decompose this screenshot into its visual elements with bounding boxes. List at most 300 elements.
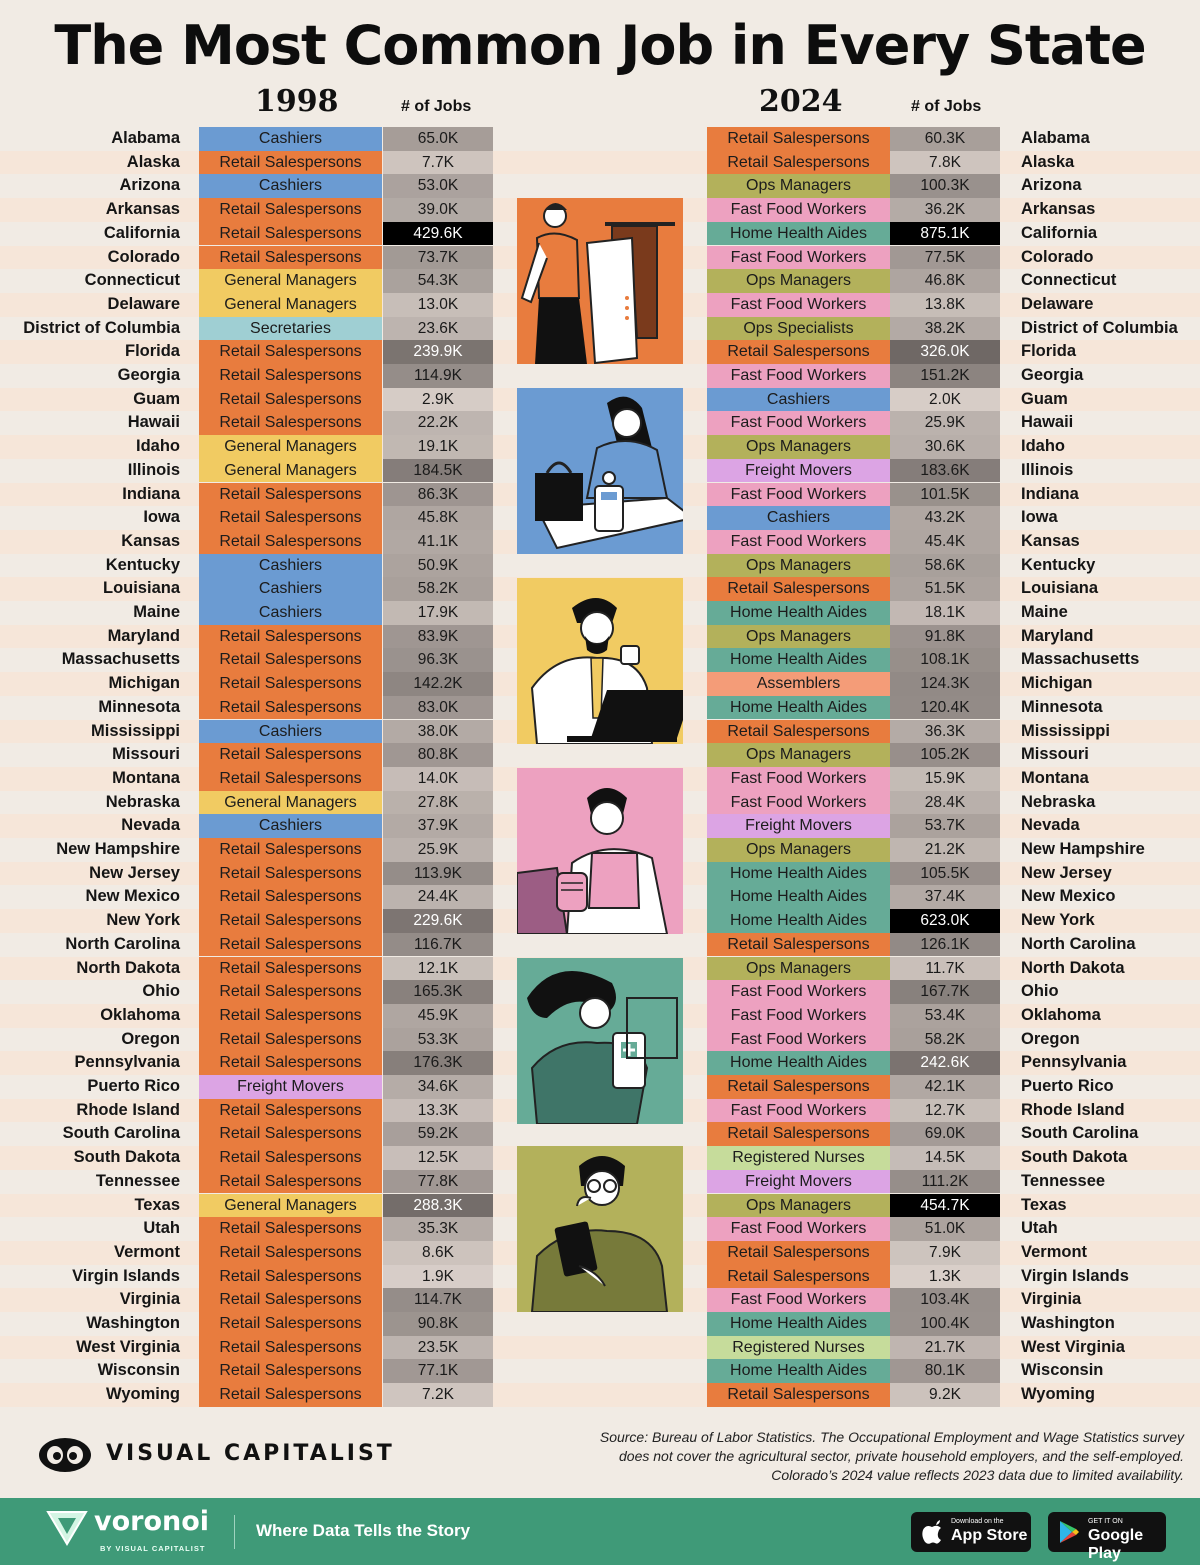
job-1998-cell: General Managers: [199, 1194, 382, 1218]
job-2024-cell: Fast Food Workers: [707, 198, 890, 222]
voronoi-brand: voronoi: [94, 1506, 210, 1537]
job-2024-cell: Cashiers: [707, 506, 890, 530]
count-1998-cell: 184.5K: [383, 459, 493, 483]
job-1998-cell: Retail Salespersons: [199, 364, 382, 388]
count-2024-cell: 101.5K: [890, 483, 1000, 507]
count-1998-cell: 80.8K: [383, 743, 493, 767]
count-1998-cell: 83.0K: [383, 696, 493, 720]
source-note-line: does not cover the agricultural sector, private household employers, and the self-employed.: [619, 1448, 1184, 1464]
state-label: New York: [1021, 911, 1095, 930]
retail-salesperson-illustration: [517, 198, 683, 364]
count-2024-cell: 7.9K: [890, 1241, 1000, 1265]
count-2024-cell: 242.6K: [890, 1051, 1000, 1075]
job-1998-cell: Retail Salespersons: [199, 530, 382, 554]
job-2024-cell: Home Health Aides: [707, 862, 890, 886]
state-label: Kentucky: [1021, 555, 1096, 574]
state-label: Arkansas: [1021, 200, 1096, 219]
state-label: Oklahoma: [1021, 1005, 1101, 1024]
count-1998-cell: 39.0K: [383, 198, 493, 222]
count-1998-cell: 17.9K: [383, 601, 493, 625]
state-label: Hawaii: [1021, 413, 1074, 432]
state-label: Vermont: [113, 1242, 180, 1261]
state-label: Maine: [133, 603, 180, 621]
job-2024-cell: Retail Salespersons: [707, 340, 890, 364]
count-1998-cell: 12.5K: [383, 1146, 493, 1170]
job-1998-cell: Retail Salespersons: [199, 340, 382, 364]
state-label: Utah: [143, 1219, 180, 1238]
count-1998-cell: 229.6K: [383, 909, 493, 933]
count-1998-cell: 114.9K: [383, 364, 493, 388]
ops-manager-illustration: [517, 1146, 683, 1312]
state-label: Nevada: [121, 816, 180, 835]
job-2024-cell: Ops Managers: [707, 957, 890, 981]
job-2024-cell: Home Health Aides: [707, 1312, 890, 1336]
job-1998-cell: General Managers: [199, 293, 382, 317]
job-1998-cell: Retail Salespersons: [199, 1122, 382, 1146]
count-2024-cell: 53.4K: [890, 1004, 1000, 1028]
state-label: Mississippi: [1021, 721, 1110, 740]
count-2024-cell: 18.1K: [890, 601, 1000, 625]
state-label: South Carolina: [1021, 1124, 1139, 1143]
count-1998-cell: 35.3K: [383, 1217, 493, 1241]
job-1998-cell: Retail Salespersons: [199, 246, 382, 270]
source-note-line: Colorado’s 2024 value reflects 2023 data due to limited availability.: [771, 1467, 1184, 1483]
state-label: Pennsylvania: [1021, 1053, 1127, 1072]
count-1998-cell: 165.3K: [383, 980, 493, 1004]
job-1998-cell: Retail Salespersons: [199, 1004, 382, 1028]
count-1998-cell: 50.9K: [383, 554, 493, 578]
count-2024-cell: 124.3K: [890, 672, 1000, 696]
job-1998-cell: Retail Salespersons: [199, 198, 382, 222]
state-label: Florida: [124, 342, 180, 361]
state-label: Guam: [1021, 389, 1068, 408]
count-2024-cell: 80.1K: [890, 1359, 1000, 1383]
job-2024-cell: Fast Food Workers: [707, 364, 890, 388]
state-label: Hawaii: [127, 413, 180, 432]
state-label: Kansas: [1021, 531, 1080, 550]
job-2024-cell: Home Health Aides: [707, 1359, 890, 1383]
state-label: Nebraska: [105, 792, 180, 811]
state-label: Connecticut: [84, 271, 180, 290]
state-label: Arizona: [1021, 176, 1082, 195]
state-label: Wisconsin: [97, 1361, 180, 1380]
job-2024-cell: Retail Salespersons: [707, 1241, 890, 1265]
state-label: Kansas: [121, 531, 180, 550]
app-store-button[interactable]: [911, 1512, 1031, 1552]
count-2024-cell: 51.5K: [890, 577, 1000, 601]
job-2024-cell: Home Health Aides: [707, 648, 890, 672]
job-1998-cell: Retail Salespersons: [199, 1383, 382, 1407]
job-2024-cell: Ops Managers: [707, 174, 890, 198]
home-health-aide-illustration: [517, 958, 683, 1124]
count-1998-cell: 14.0K: [383, 767, 493, 791]
state-label: Idaho: [136, 437, 180, 456]
state-label: Pennsylvania: [74, 1053, 180, 1072]
count-2024-cell: 51.0K: [890, 1217, 1000, 1241]
count-1998-cell: 41.1K: [383, 530, 493, 554]
count-2024-cell: 183.6K: [890, 459, 1000, 483]
state-label: Virginia: [119, 1290, 180, 1309]
state-label: Iowa: [1021, 508, 1058, 527]
state-label: Oregon: [121, 1029, 180, 1048]
count-2024-cell: 623.0K: [890, 909, 1000, 933]
job-1998-cell: Retail Salespersons: [199, 1217, 382, 1241]
page-title: The Most Common Job in Every State: [54, 14, 1146, 77]
count-1998-cell: 19.1K: [383, 435, 493, 459]
count-1998-cell: 114.7K: [383, 1288, 493, 1312]
job-2024-cell: Assemblers: [707, 672, 890, 696]
count-1998-cell: 13.0K: [383, 293, 493, 317]
apple-icon: [921, 1520, 943, 1544]
state-label: District of Columbia: [23, 318, 180, 337]
count-2024-cell: 14.5K: [890, 1146, 1000, 1170]
state-label: Kentucky: [105, 555, 180, 574]
voronoi-logo-icon: [46, 1508, 88, 1546]
count-2024-cell: 12.7K: [890, 1099, 1000, 1123]
job-2024-cell: Home Health Aides: [707, 696, 890, 720]
state-label: Maryland: [107, 626, 180, 645]
job-1998-cell: Retail Salespersons: [199, 1265, 382, 1289]
job-1998-cell: Retail Salespersons: [199, 696, 382, 720]
state-label: Minnesota: [98, 697, 180, 716]
app-store-label: App Store: [951, 1527, 1028, 1544]
count-1998-cell: 7.7K: [383, 151, 493, 175]
state-label: New Mexico: [85, 887, 180, 906]
state-label: New Jersey: [89, 863, 180, 882]
state-label: Indiana: [1021, 484, 1079, 503]
count-2024-cell: 91.8K: [890, 625, 1000, 649]
state-label: Texas: [1021, 1195, 1067, 1214]
job-1998-cell: Retail Salespersons: [199, 672, 382, 696]
state-label: Delaware: [107, 294, 180, 313]
state-label: North Carolina: [65, 934, 180, 953]
job-1998-cell: Cashiers: [199, 174, 382, 198]
job-2024-cell: Ops Specialists: [707, 317, 890, 341]
job-2024-cell: Fast Food Workers: [707, 1288, 890, 1312]
job-1998-cell: Retail Salespersons: [199, 648, 382, 672]
count-2024-cell: 100.4K: [890, 1312, 1000, 1336]
count-1998-cell: 34.6K: [383, 1075, 493, 1099]
job-1998-cell: Retail Salespersons: [199, 767, 382, 791]
state-label: West Virginia: [76, 1337, 180, 1356]
google-play-button[interactable]: [1048, 1512, 1166, 1562]
state-label: Connecticut: [1021, 271, 1117, 290]
voronoi-subtitle: BY VISUAL CAPITALIST: [100, 1544, 206, 1553]
state-label: Missouri: [1021, 745, 1089, 764]
count-1998-cell: 113.9K: [383, 862, 493, 886]
job-1998-cell: Retail Salespersons: [199, 743, 382, 767]
job-2024-cell: Registered Nurses: [707, 1146, 890, 1170]
state-label: West Virginia: [1021, 1337, 1125, 1356]
google-play-label: Google Play: [1088, 1527, 1144, 1562]
count-1998-cell: 65.0K: [383, 127, 493, 151]
state-label: New Hampshire: [1021, 840, 1145, 858]
state-label: Virgin Islands: [1021, 1266, 1129, 1285]
count-1998-cell: 1.9K: [383, 1265, 493, 1289]
state-label: Florida: [1021, 342, 1077, 361]
job-2024-cell: Home Health Aides: [707, 885, 890, 909]
state-label: North Dakota: [76, 958, 180, 977]
job-1998-cell: Retail Salespersons: [199, 1359, 382, 1383]
count-2024-cell: 103.4K: [890, 1288, 1000, 1312]
count-2024-cell: 7.8K: [890, 151, 1000, 175]
state-label: Massachusetts: [1021, 650, 1140, 669]
manager-illustration: [517, 578, 683, 744]
job-2024-cell: Fast Food Workers: [707, 483, 890, 507]
divider: [234, 1515, 235, 1549]
state-label: Alabama: [1021, 129, 1090, 147]
count-2024-cell: 21.7K: [890, 1336, 1000, 1360]
state-label: Minnesota: [1021, 697, 1103, 716]
state-label: Alaska: [1021, 152, 1075, 171]
count-2024-cell: 105.2K: [890, 743, 1000, 767]
state-label: Maine: [1021, 603, 1068, 621]
state-label: South Carolina: [62, 1124, 180, 1143]
state-label: Arkansas: [105, 200, 180, 219]
count-2024-cell: 46.8K: [890, 269, 1000, 293]
state-label: Rhode Island: [1021, 1100, 1125, 1119]
year-1998-header: 1998: [255, 84, 339, 119]
count-2024-cell: 151.2K: [890, 364, 1000, 388]
state-label: North Dakota: [1021, 958, 1125, 977]
state-label: Missouri: [112, 745, 180, 764]
count-2024-cell: 36.2K: [890, 198, 1000, 222]
google-play-small-label: GET IT ON: [1088, 1518, 1123, 1525]
job-1998-cell: Retail Salespersons: [199, 838, 382, 862]
count-2024-cell: 21.2K: [890, 838, 1000, 862]
state-label: District of Columbia: [1021, 318, 1178, 337]
state-label: Wyoming: [106, 1385, 180, 1404]
job-2024-cell: Home Health Aides: [707, 601, 890, 625]
count-1998-cell: 23.5K: [383, 1336, 493, 1360]
job-2024-cell: Ops Managers: [707, 838, 890, 862]
count-1998-cell: 77.1K: [383, 1359, 493, 1383]
job-2024-cell: Fast Food Workers: [707, 1099, 890, 1123]
count-2024-cell: 38.2K: [890, 317, 1000, 341]
state-label: Texas: [134, 1195, 180, 1214]
count-2024-cell: 45.4K: [890, 530, 1000, 554]
visual-capitalist-logo-icon: [38, 1436, 92, 1474]
job-1998-cell: Retail Salespersons: [199, 1288, 382, 1312]
job-2024-cell: Retail Salespersons: [707, 127, 890, 151]
count-2024-cell: 53.7K: [890, 814, 1000, 838]
count-1998-cell: 58.2K: [383, 577, 493, 601]
state-label: Georgia: [117, 366, 180, 384]
state-label: Montana: [112, 768, 180, 787]
job-1998-cell: Retail Salespersons: [199, 1241, 382, 1265]
job-2024-cell: Freight Movers: [707, 459, 890, 483]
count-2024-cell: 77.5K: [890, 246, 1000, 270]
job-2024-cell: Fast Food Workers: [707, 767, 890, 791]
job-2024-cell: Retail Salespersons: [707, 1383, 890, 1407]
job-2024-cell: Ops Managers: [707, 269, 890, 293]
job-1998-cell: Cashiers: [199, 577, 382, 601]
job-2024-cell: Home Health Aides: [707, 222, 890, 246]
tagline: Where Data Tells the Story: [256, 1521, 471, 1540]
state-label: Iowa: [143, 508, 180, 527]
state-label: Michigan: [1021, 674, 1093, 693]
google-play-icon: [1058, 1520, 1080, 1544]
count-2024-cell: 2.0K: [890, 388, 1000, 412]
state-label: Colorado: [107, 247, 180, 266]
job-1998-cell: Retail Salespersons: [199, 1336, 382, 1360]
state-label: Vermont: [1021, 1242, 1088, 1261]
state-label: Idaho: [1021, 437, 1065, 456]
state-label: Nebraska: [1021, 792, 1096, 811]
job-1998-cell: Retail Salespersons: [199, 411, 382, 435]
job-1998-cell: Secretaries: [199, 317, 382, 341]
count-2024-cell: 111.2K: [890, 1170, 1000, 1194]
job-1998-cell: General Managers: [199, 791, 382, 815]
cashier-illustration: [517, 388, 683, 554]
job-2024-cell: Fast Food Workers: [707, 293, 890, 317]
job-2024-cell: Fast Food Workers: [707, 246, 890, 270]
state-label: New Mexico: [1021, 887, 1116, 906]
job-1998-cell: General Managers: [199, 459, 382, 483]
job-1998-cell: Retail Salespersons: [199, 506, 382, 530]
job-2024-cell: Fast Food Workers: [707, 980, 890, 1004]
job-1998-cell: Retail Salespersons: [199, 222, 382, 246]
count-2024-cell: 42.1K: [890, 1075, 1000, 1099]
state-label: Montana: [1021, 768, 1089, 787]
count-2024-cell: 15.9K: [890, 767, 1000, 791]
job-2024-cell: Ops Managers: [707, 554, 890, 578]
state-label: Delaware: [1021, 294, 1094, 313]
job-1998-cell: Cashiers: [199, 720, 382, 744]
job-1998-cell: Cashiers: [199, 601, 382, 625]
job-2024-cell: Freight Movers: [707, 814, 890, 838]
count-2024-cell: 36.3K: [890, 720, 1000, 744]
state-label: Rhode Island: [76, 1100, 180, 1119]
job-2024-cell: Ops Managers: [707, 743, 890, 767]
jobs-1998-header: # of Jobs: [401, 98, 472, 115]
job-2024-cell: Fast Food Workers: [707, 1217, 890, 1241]
count-1998-cell: 142.2K: [383, 672, 493, 696]
state-label: Tennessee: [1021, 1171, 1106, 1190]
count-2024-cell: 100.3K: [890, 174, 1000, 198]
job-2024-cell: Cashiers: [707, 388, 890, 412]
job-2024-cell: Home Health Aides: [707, 1051, 890, 1075]
state-label: Oklahoma: [100, 1005, 180, 1024]
count-2024-cell: 11.7K: [890, 957, 1000, 981]
count-1998-cell: 27.8K: [383, 791, 493, 815]
job-2024-cell: Retail Salespersons: [707, 1122, 890, 1146]
job-2024-cell: Fast Food Workers: [707, 1004, 890, 1028]
state-label: Virgin Islands: [72, 1266, 180, 1285]
state-label: New Jersey: [1021, 863, 1112, 882]
app-store-small-label: Download on the: [951, 1518, 1004, 1525]
year-2024-header: 2024: [759, 84, 843, 119]
job-1998-cell: Cashiers: [199, 814, 382, 838]
count-2024-cell: 43.2K: [890, 506, 1000, 530]
state-label: Virginia: [1021, 1290, 1082, 1309]
job-2024-cell: Fast Food Workers: [707, 1028, 890, 1052]
source-note-line: Source: Bureau of Labor Statistics. The Occupational Employment and Wage Statistics survey: [599, 1429, 1184, 1445]
job-1998-cell: Retail Salespersons: [199, 862, 382, 886]
count-1998-cell: 23.6K: [383, 317, 493, 341]
count-2024-cell: 1.3K: [890, 1265, 1000, 1289]
count-2024-cell: 105.5K: [890, 862, 1000, 886]
state-label: California: [1021, 223, 1098, 242]
count-1998-cell: 24.4K: [383, 885, 493, 909]
count-1998-cell: 116.7K: [383, 933, 493, 957]
count-2024-cell: 326.0K: [890, 340, 1000, 364]
job-1998-cell: Retail Salespersons: [199, 483, 382, 507]
count-2024-cell: 9.2K: [890, 1383, 1000, 1407]
count-2024-cell: 13.8K: [890, 293, 1000, 317]
state-label: Illinois: [1021, 460, 1074, 479]
count-2024-cell: 60.3K: [890, 127, 1000, 151]
count-1998-cell: 54.3K: [383, 269, 493, 293]
state-label: South Dakota: [73, 1148, 180, 1167]
job-1998-cell: Cashiers: [199, 127, 382, 151]
count-2024-cell: 167.7K: [890, 980, 1000, 1004]
state-label: Louisiana: [102, 579, 180, 598]
job-2024-cell: Retail Salespersons: [707, 1075, 890, 1099]
job-2024-cell: Home Health Aides: [707, 909, 890, 933]
count-2024-cell: 120.4K: [890, 696, 1000, 720]
state-label: Alaska: [126, 152, 180, 171]
job-1998-cell: Retail Salespersons: [199, 1028, 382, 1052]
state-label: Illinois: [127, 460, 180, 479]
state-label: Nevada: [1021, 816, 1080, 835]
count-1998-cell: 59.2K: [383, 1122, 493, 1146]
job-1998-cell: Retail Salespersons: [199, 1099, 382, 1123]
count-2024-cell: 875.1K: [890, 222, 1000, 246]
job-1998-cell: Retail Salespersons: [199, 1146, 382, 1170]
state-label: Maryland: [1021, 626, 1094, 645]
job-1998-cell: Retail Salespersons: [199, 885, 382, 909]
count-1998-cell: 90.8K: [383, 1312, 493, 1336]
count-1998-cell: 96.3K: [383, 648, 493, 672]
count-1998-cell: 429.6K: [383, 222, 493, 246]
state-label: Massachusetts: [61, 650, 180, 669]
state-label: Wyoming: [1021, 1385, 1095, 1404]
job-2024-cell: Ops Managers: [707, 1194, 890, 1218]
count-1998-cell: 239.9K: [383, 340, 493, 364]
state-label: Mississippi: [91, 721, 180, 740]
job-2024-cell: Ops Managers: [707, 625, 890, 649]
state-label: Tennessee: [95, 1171, 180, 1190]
count-1998-cell: 45.9K: [383, 1004, 493, 1028]
count-1998-cell: 25.9K: [383, 838, 493, 862]
state-label: Ohio: [1021, 982, 1059, 1001]
count-1998-cell: 2.9K: [383, 388, 493, 412]
state-label: Colorado: [1021, 247, 1094, 266]
state-label: Puerto Rico: [1021, 1077, 1114, 1095]
count-2024-cell: 58.6K: [890, 554, 1000, 578]
fast-food-worker-illustration: [517, 768, 683, 934]
count-2024-cell: 69.0K: [890, 1122, 1000, 1146]
job-2024-cell: Registered Nurses: [707, 1336, 890, 1360]
count-2024-cell: 58.2K: [890, 1028, 1000, 1052]
state-label: California: [103, 223, 180, 242]
job-1998-cell: Retail Salespersons: [199, 1051, 382, 1075]
job-1998-cell: Retail Salespersons: [199, 388, 382, 412]
count-1998-cell: 83.9K: [383, 625, 493, 649]
count-2024-cell: 37.4K: [890, 885, 1000, 909]
count-1998-cell: 73.7K: [383, 246, 493, 270]
state-label: South Dakota: [1021, 1148, 1128, 1167]
state-label: Oregon: [1021, 1029, 1080, 1048]
source-note: [504, 1428, 1184, 1485]
job-1998-cell: Retail Salespersons: [199, 909, 382, 933]
count-1998-cell: 7.2K: [383, 1383, 493, 1407]
count-2024-cell: 30.6K: [890, 435, 1000, 459]
state-label: Arizona: [119, 176, 180, 195]
state-label: Washington: [1021, 1314, 1115, 1332]
state-label: Louisiana: [1021, 579, 1099, 598]
